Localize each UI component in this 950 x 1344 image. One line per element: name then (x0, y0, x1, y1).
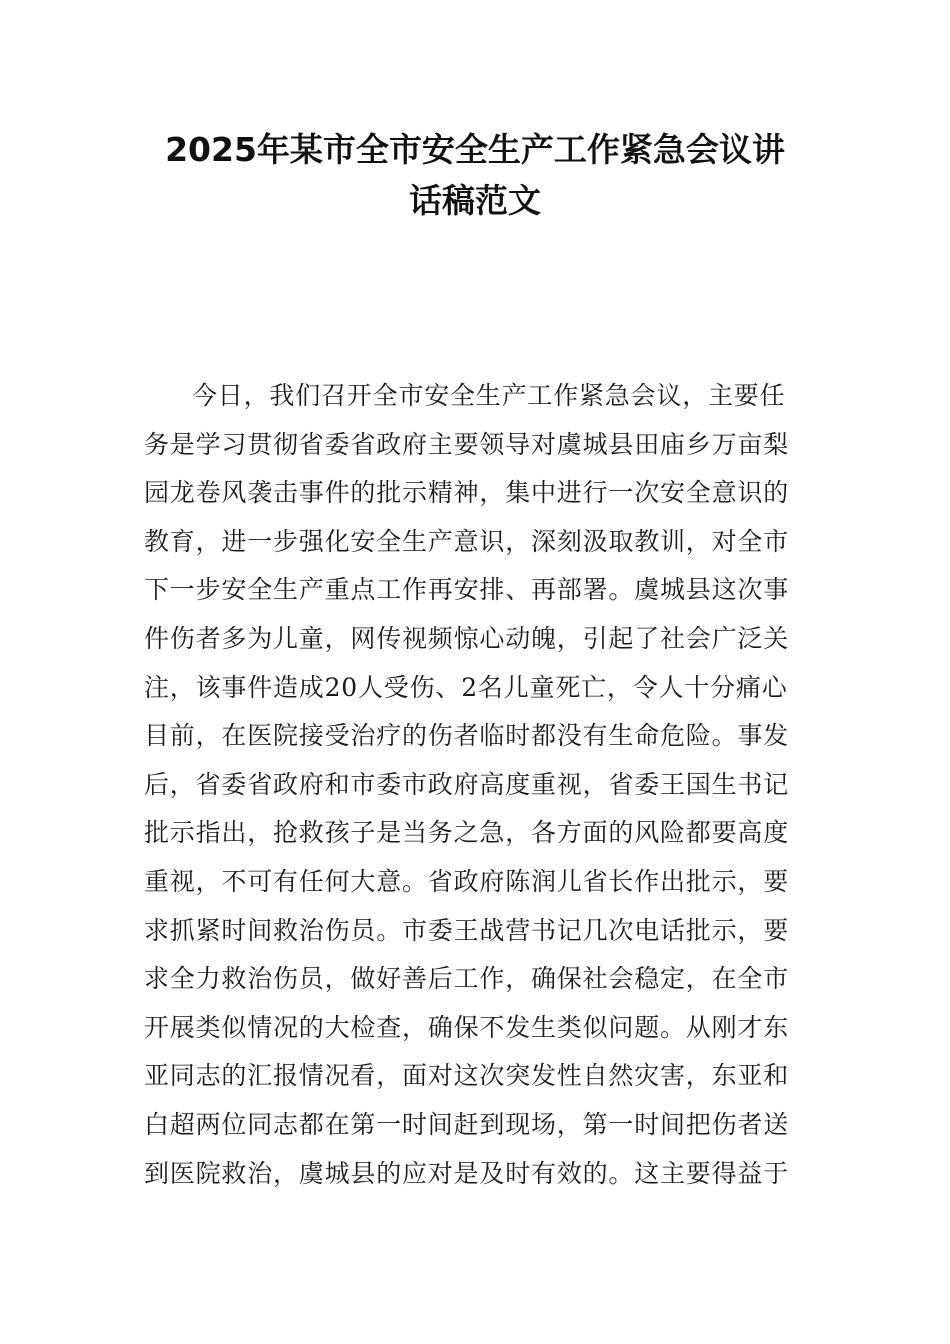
body-line: 下一步安全生产重点工作再安排、再部署。虞城县这次事 (144, 575, 790, 605)
body-line: 白超两位同志都在第一时间赶到现场，第一时间把伤者送 (144, 1109, 790, 1139)
body-line: 件伤者多为儿童，网传视频惊心动魄，引起了社会广泛关 (144, 623, 790, 653)
body-line: 重视，不可有任何大意。省政府陈润儿省长作出批示，要 (144, 866, 790, 896)
body-line: 教育，进一步强化安全生产意识，深刻汲取教训，对全市 (144, 526, 790, 556)
body-line: 注，该事件造成20人受伤、2名儿童死亡，令人十分痛心 (144, 672, 788, 702)
body-line: 批示指出，抢救孩子是当务之急，各方面的风险都要高度 (144, 818, 790, 848)
document-body (144, 372, 812, 1198)
body-line: 求抓紧时间救治伤员。市委王战营书记几次电话批示，要 (144, 915, 790, 945)
body-line: 到医院救治，虞城县的应对是及时有效的。这主要得益于 (144, 1158, 790, 1188)
body-line: 开展类似情况的大检查，确保不发生类似问题。从刚才东 (144, 1012, 790, 1042)
body-line: 后，省委省政府和市委市政府高度重视，省委王国生书记 (144, 769, 790, 799)
body-line: 今日，我们召开全市安全生产工作紧急会议，主要任 (192, 381, 786, 410)
body-line: 园龙卷风袭击事件的批示精神，集中进行一次安全意识的 (144, 478, 790, 508)
body-line: 求全力救治伤员，做好善后工作，确保社会稳定，在全市 (144, 964, 790, 994)
document-title-line-2: 话稿范文 (409, 181, 541, 220)
body-line: 目前，在医院接受治疗的伤者临时都没有生命危险。事发 (144, 721, 790, 751)
document-title-line-1: 2025年某市全市安全生产工作紧急会议讲 (165, 130, 785, 169)
body-line: 务是学习贯彻省委省政府主要领导对虞城县田庙乡万亩梨 (144, 429, 790, 459)
body-line: 亚同志的汇报情况看，面对这次突发性自然灾害，东亚和 (144, 1061, 790, 1091)
